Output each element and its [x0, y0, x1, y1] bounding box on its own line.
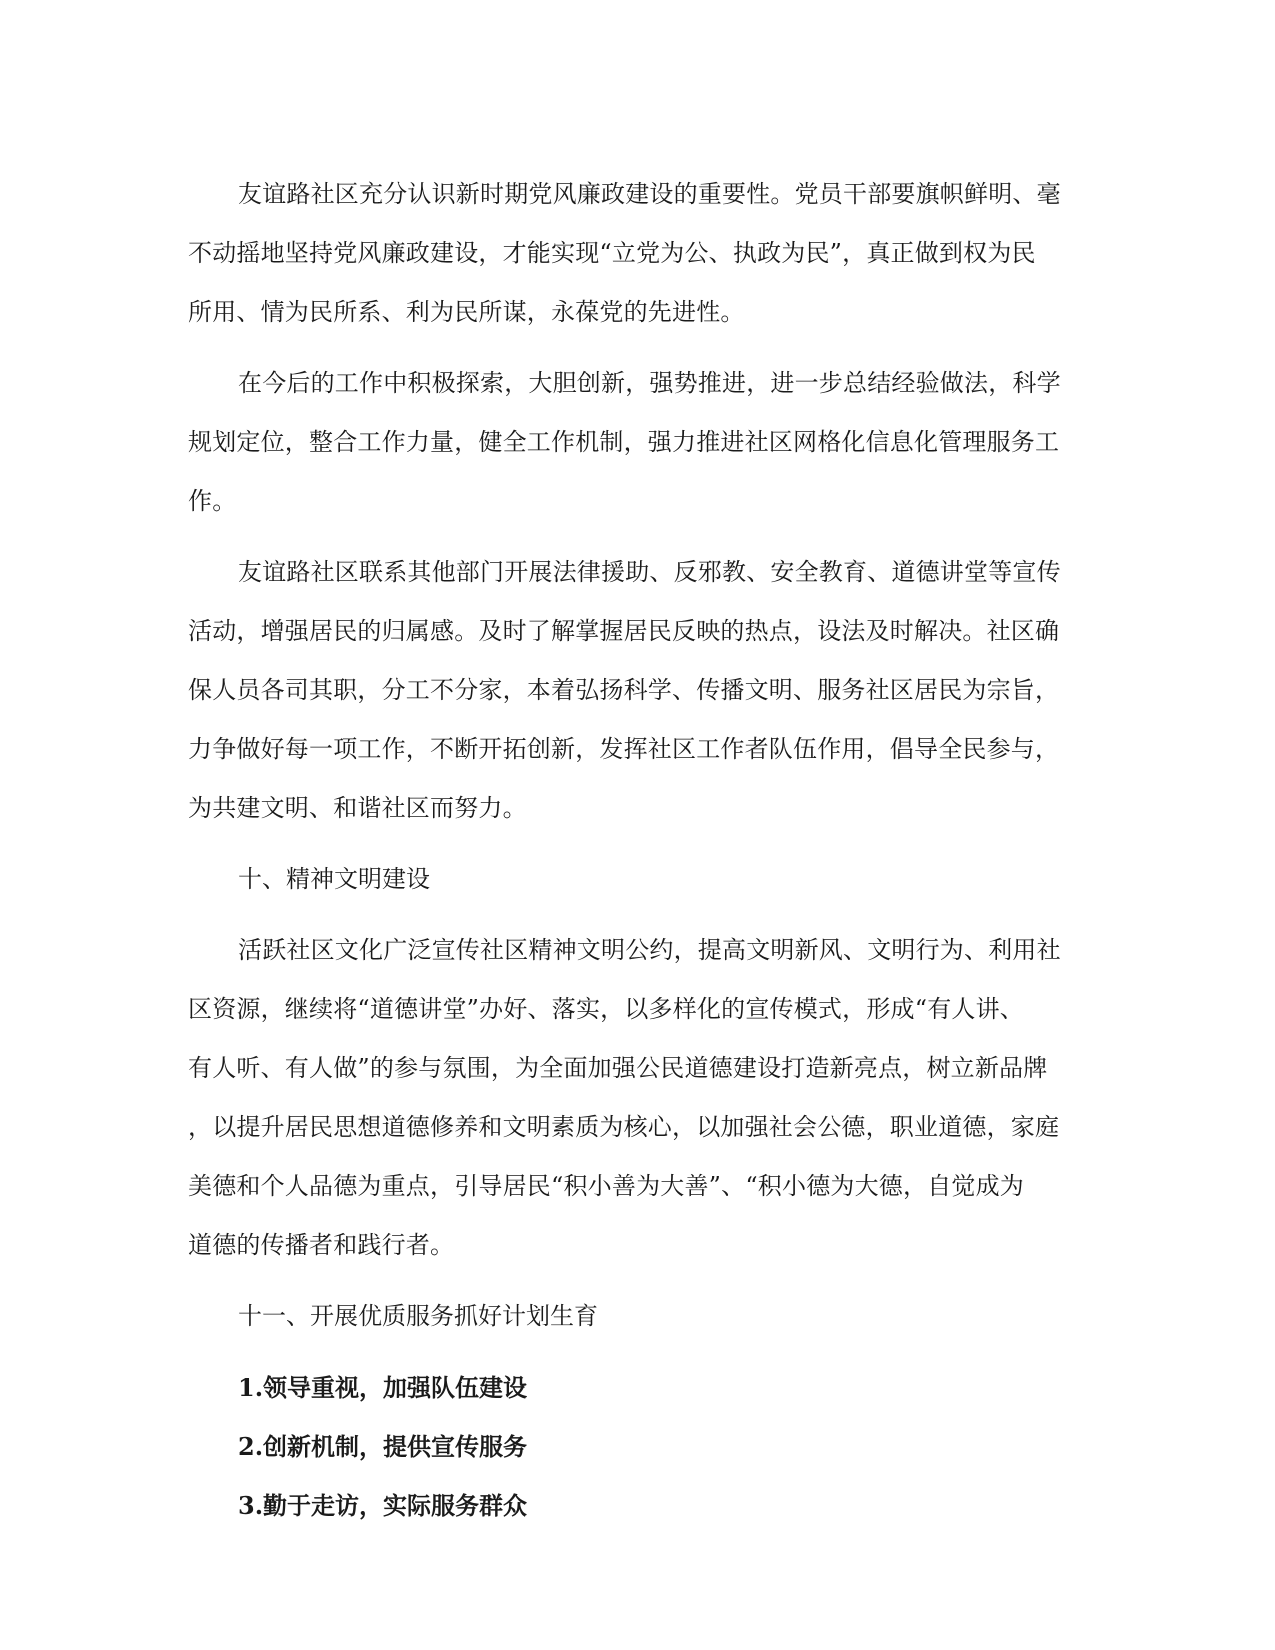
paragraph-grid-management: 在今后的工作中积极探索，大胆创新，强势推进，进一步总结经验做法，科学 规划定位，整合工作力量，健全工作机制，强力推进社区网格化信息化管理服务工 作。	[188, 369, 1061, 515]
paragraph-spiritual-civilization: 活跃社区文化广泛宣传社区精神文明公约，提高文明新风、文明行为、利用社 区资源，继续将“道德讲堂”办好、落实，以多样化的宣传模式，形成“有人讲、 有人听、有人做”的参与氛围，为全面加强公民道德建设打造新亮点，树立新品牌 ，以提升居民思想道德修养和文明素质为核心，以加强社会公德，职业道德，家庭 美德和个人品德为重点，引导居民“积小善为大善”、“积小德为大德，自觉成为 道德的传播者和践行者。	[188, 936, 1061, 1259]
list-item-leadership: 1.领导重视，加强队伍建设	[238, 1373, 528, 1402]
section-heading-spiritual-civilization: 十、精神文明建设	[238, 865, 430, 893]
section-heading-family-planning: 十一、开展优质服务抓好计划生育	[238, 1302, 598, 1330]
list-item-innovation: 2.创新机制，提供宣传服务	[238, 1432, 528, 1461]
paragraph-community-activities: 友谊路社区联系其他部门开展法律援助、反邪教、安全教育、道德讲堂等宣传 活动，增强居民的归属感。及时了解掌握居民反映的热点，设法及时解决。社区确 保人员各司其职，分工不分家，本着弘扬科学、传播文明、服务社区居民为宗旨， 力争做好每一项工作，不断开拓创新，发挥社区工作者队伍作用，倡导全民参与， 为共建文明、和谐社区而努力。	[188, 558, 1061, 822]
document-body	[188, 165, 1080, 1535]
list-item-visits: 3.勤于走访，实际服务群众	[238, 1491, 528, 1520]
paragraph-party-integrity: 友谊路社区充分认识新时期党风廉政建设的重要性。党员干部要旗帜鲜明、毫 不动摇地坚持党风廉政建设，才能实现“立党为公、执政为民”，真正做到权为民 所用、情为民所系、利为民所谋，永葆党的先进性。	[188, 180, 1061, 326]
